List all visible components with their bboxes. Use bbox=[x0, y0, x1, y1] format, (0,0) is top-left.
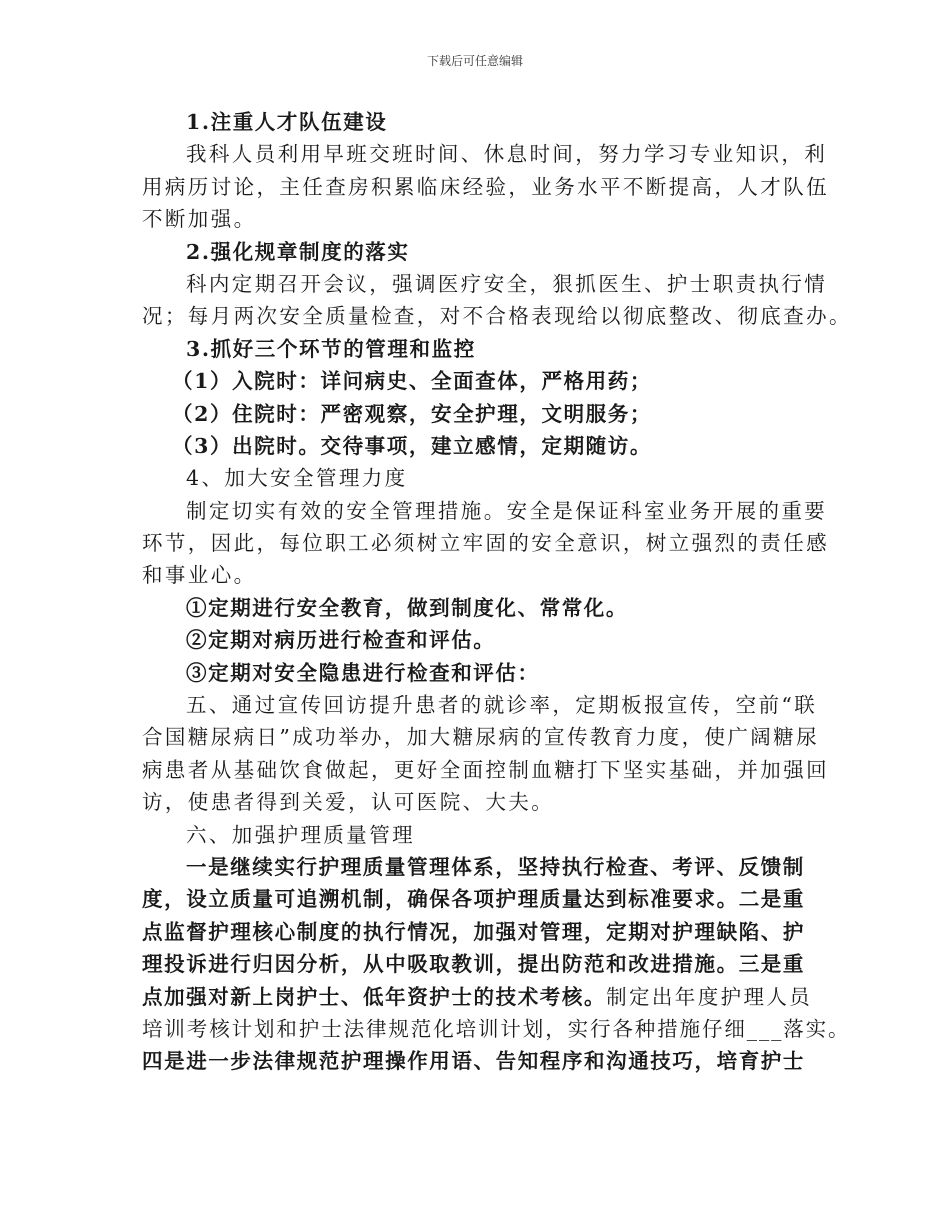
paragraph-line bbox=[142, 981, 822, 1013]
paragraph-line: 况；每月两次安全质量检查，对不合格表现给以彻底整改、彻底查办。 bbox=[142, 304, 852, 329]
paragraph-line: 点监督护理核心制度的执行情况，加强对管理，定期对护理缺陷、护 bbox=[142, 919, 805, 944]
section-heading: 3.抓好三个环节的管理和监控 bbox=[186, 336, 476, 361]
paragraph-line: 我科人员利用早班交班时间、休息时间，努力学习专业知识，利 bbox=[186, 142, 828, 167]
paragraph-line: 制定切实有效的安全管理措施。安全是保证科室业务开展的重要 bbox=[186, 498, 828, 523]
list-item: ②定期对病历进行检查和评估。 bbox=[186, 628, 496, 653]
paragraph-line: 四是进一步法律规范护理操作用语、告知程序和沟通技巧，培育护士 bbox=[142, 1049, 805, 1074]
document-body bbox=[142, 106, 852, 1078]
paragraph-line: 度，设立质量可追溯机制，确保各项护理质量达到标准要求。二是重 bbox=[142, 887, 805, 912]
paragraph-line: 培训考核计划和护士法律规范化培训计划，实行各种措施仔细___落实。 bbox=[142, 1016, 851, 1041]
paragraph-line: 科内定期召开会议，强调医疗安全，狠抓医生、护士职责执行情 bbox=[186, 271, 828, 296]
paragraph-line: 和事业心。 bbox=[142, 563, 257, 588]
paragraph-line: 访，使患者得到关爱，认可医院、大夫。 bbox=[142, 790, 555, 815]
section-heading: 4、加大安全管理力度 bbox=[186, 466, 408, 491]
paragraph-line: 一是继续实行护理质量管理体系，坚持执行检查、考评、反馈制 bbox=[186, 854, 805, 879]
list-item: ③定期对安全隐患进行检查和评估： bbox=[186, 660, 540, 685]
section-heading: 六、加强护理质量管理 bbox=[186, 822, 415, 847]
page-header: 下载后可任意编辑 bbox=[426, 54, 523, 68]
list-item: （2）住院时：严密观察，安全护理，文明服务； bbox=[172, 401, 652, 426]
plain-text: 制定出年度护理人员 bbox=[606, 984, 813, 1009]
paragraph-line: 理投诉进行归因分析，从中吸取教训，提出防范和改进措施。三是重 bbox=[142, 952, 805, 977]
list-item: （1）入院时：详问病史、全面查体，严格用药； bbox=[172, 369, 652, 394]
section-heading: 2.强化规章制度的落实 bbox=[186, 239, 410, 264]
paragraph-line: 不断加强。 bbox=[142, 207, 257, 232]
paragraph-line: 病患者从基础饮食做起，更好全面控制血糖打下坚实基础，并加强回 bbox=[142, 757, 829, 782]
paragraph-line: 环节，因此，每位职工必须树立牢固的安全意识，树立强烈的责任感 bbox=[142, 531, 829, 556]
bold-text: 点加强对新上岗护士、低年资护士的技术考核。 bbox=[142, 984, 607, 1009]
paragraph-line: 用病历讨论，主任查房积累临床经验，业务水平不断提高，人才队伍 bbox=[142, 174, 829, 199]
paragraph-line: 合国糖尿病日”成功举办，加大糖尿病的宣传教育力度，使广阔糖尿 bbox=[142, 725, 819, 750]
paragraph-line: 五、通过宣传回访提升患者的就诊率，定期板报宣传，空前“联 bbox=[186, 693, 818, 718]
section-heading: 1.注重人才队伍建设 bbox=[186, 110, 388, 134]
list-item: （3）出院时。交待事项，建立感情，定期随访。 bbox=[172, 433, 652, 458]
list-item: ①定期进行安全教育，做到制度化、常常化。 bbox=[186, 595, 628, 620]
